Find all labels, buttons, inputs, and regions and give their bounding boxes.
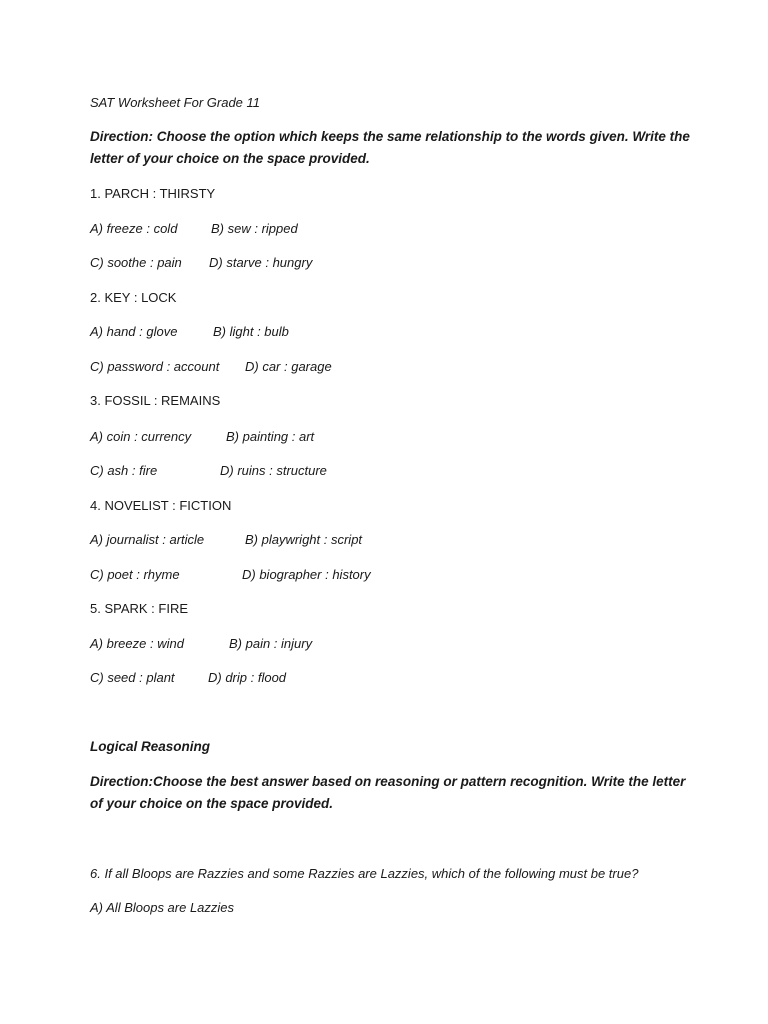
question-3-option-b: B) painting : art (226, 429, 315, 444)
question-2-option-c: C) password : account (90, 359, 220, 374)
question-1-option-a: A) freeze : cold (90, 221, 178, 236)
question-3-option-d: D) ruins : structure (220, 463, 327, 478)
direction-logical-reasoning: Direction:Choose the best answer based on reasoning or pattern recognition. Write the letter of your choice on the space provided. (90, 774, 686, 811)
question-2-option-d: D) car : garage (245, 359, 332, 374)
question-3-stem: 3. FOSSIL : REMAINS (90, 393, 221, 408)
question-3-option-c: C) ash : fire (90, 463, 158, 478)
direction-analogies: Direction: Choose the option which keeps the same relationship to the words given. Write the letter of your choice on the space provided. (90, 129, 690, 166)
question-5-option-c: C) seed : plant (90, 670, 175, 685)
question-6-stem: 6. If all Bloops are Razzies and some Razzies are Lazzies, which of the following must be true? (90, 866, 639, 881)
question-1-stem: 1. PARCH : THIRSTY (90, 186, 216, 201)
question-5-option-a: A) breeze : wind (90, 636, 184, 651)
question-2-option-a: A) hand : glove (90, 324, 178, 339)
worksheet-title: SAT Worksheet For Grade 11 (90, 95, 261, 110)
question-2-stem: 2. KEY : LOCK (90, 290, 177, 305)
question-4-option-d: D) biographer : history (242, 567, 371, 582)
question-1-option-b: B) sew : ripped (211, 221, 298, 236)
question-1-option-d: D) starve : hungry (209, 255, 313, 270)
question-5-option-d: D) drip : flood (208, 670, 287, 685)
question-4-option-c: C) poet : rhyme (90, 567, 180, 582)
question-4-option-b: B) playwright : script (245, 532, 363, 547)
question-4-option-a: A) journalist : article (90, 532, 205, 547)
question-5-option-b: B) pain : injury (229, 636, 313, 651)
question-5-stem: 5. SPARK : FIRE (90, 601, 189, 616)
question-2-option-b: B) light : bulb (213, 324, 289, 339)
question-1-option-c: C) soothe : pain (90, 255, 182, 270)
question-3-option-a: A) coin : currency (90, 429, 192, 444)
question-4-stem: 4. NOVELIST : FICTION (90, 498, 232, 513)
question-6-option-a: A) All Bloops are Lazzies (90, 900, 235, 915)
section-title-logical-reasoning: Logical Reasoning (90, 739, 211, 754)
